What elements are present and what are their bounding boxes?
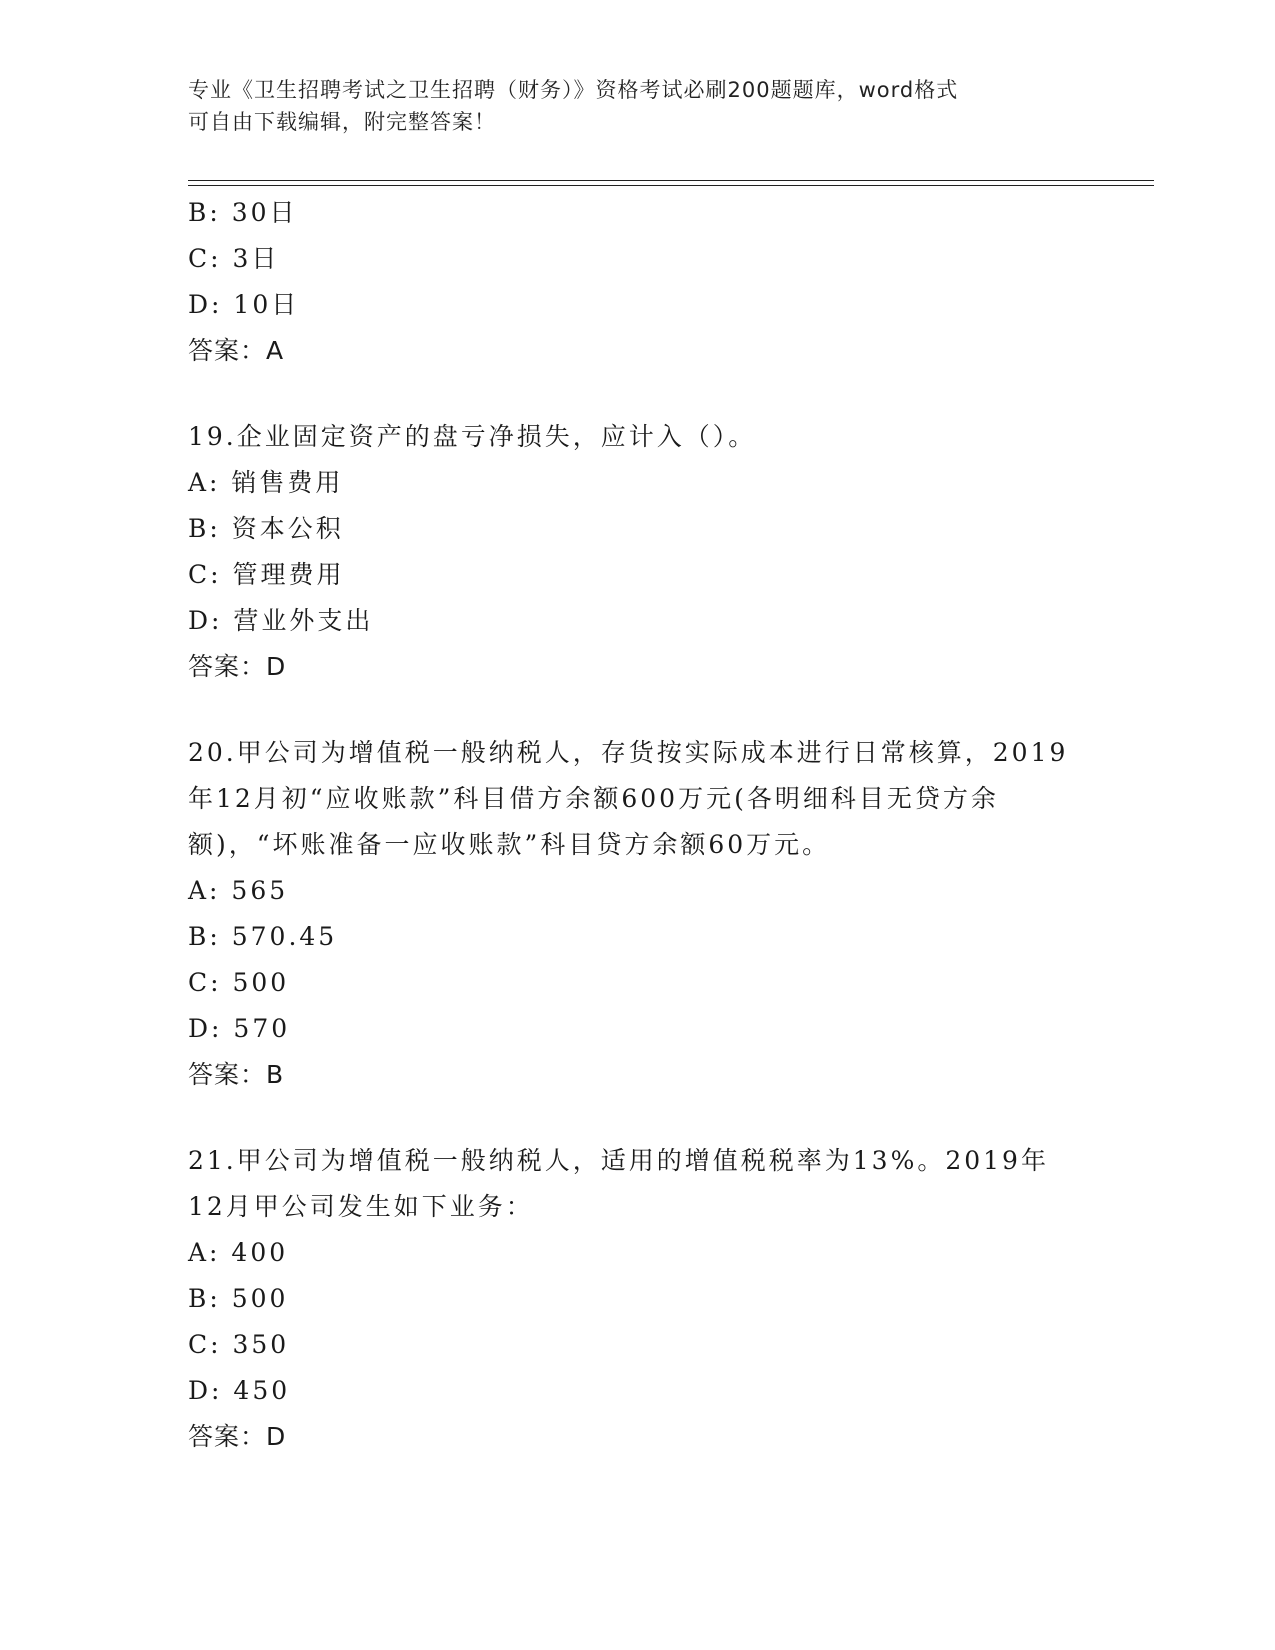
answer-line: 答案：A: [188, 336, 285, 365]
header-title-line-2: 可自由下载编辑，附完整答案！: [188, 110, 496, 134]
question-stem-line-1: 20.甲公司为增值税一般纳税人，存货按实际成本进行日常核算，2019: [188, 738, 1069, 767]
question-block-21: [188, 1138, 1088, 1460]
option-b: B: 500: [188, 1284, 289, 1313]
option-d: D: 营业外支出: [188, 606, 374, 635]
question-stem-line-2: 年12月初“应收账款”科目借方余额600万元(各明细科目无贷方余: [188, 784, 999, 813]
answer-line: 答案：B: [188, 1060, 285, 1089]
option-c: C: 350: [188, 1330, 290, 1359]
question-list: [188, 190, 1088, 1460]
question-stem-line-3: 额)，“坏账准备一应收账款”科目贷方余额60万元。: [188, 830, 831, 859]
header-divider-top: [188, 180, 1154, 181]
option-a: A: 400: [188, 1238, 289, 1267]
option-a: A: 销售费用: [188, 468, 344, 497]
option-a: A: 565: [188, 876, 289, 905]
option-c: C: 500: [188, 968, 290, 997]
option-b: B: 30日: [188, 198, 298, 227]
option-c: C: 3日: [188, 244, 280, 273]
question-block-20: [188, 730, 1088, 1098]
header-divider-bottom: [188, 185, 1154, 186]
option-c: C: 管理费用: [188, 560, 345, 589]
question-stem: 19.企业固定资产的盘亏净损失，应计入（）。: [188, 422, 757, 451]
document-header: [188, 74, 1088, 138]
question-block-18: [188, 190, 1088, 374]
option-b: B: 570.45: [188, 922, 338, 951]
option-d: D: 450: [188, 1376, 291, 1405]
question-block-19: [188, 414, 1088, 690]
answer-line: 答案：D: [188, 1422, 287, 1451]
question-stem-line-2: 12月甲公司发生如下业务：: [188, 1192, 534, 1221]
header-title-line-1: 专业《卫生招聘考试之卫生招聘（财务）》资格考试必刷200题题库，word格式: [188, 78, 959, 102]
question-stem-line-1: 21.甲公司为增值税一般纳税人，适用的增值税税率为13%。2019年: [188, 1146, 1049, 1175]
option-d: D: 10日: [188, 290, 300, 319]
answer-line: 答案：D: [188, 652, 287, 681]
option-d: D: 570: [188, 1014, 291, 1043]
option-b: B: 资本公积: [188, 514, 344, 543]
